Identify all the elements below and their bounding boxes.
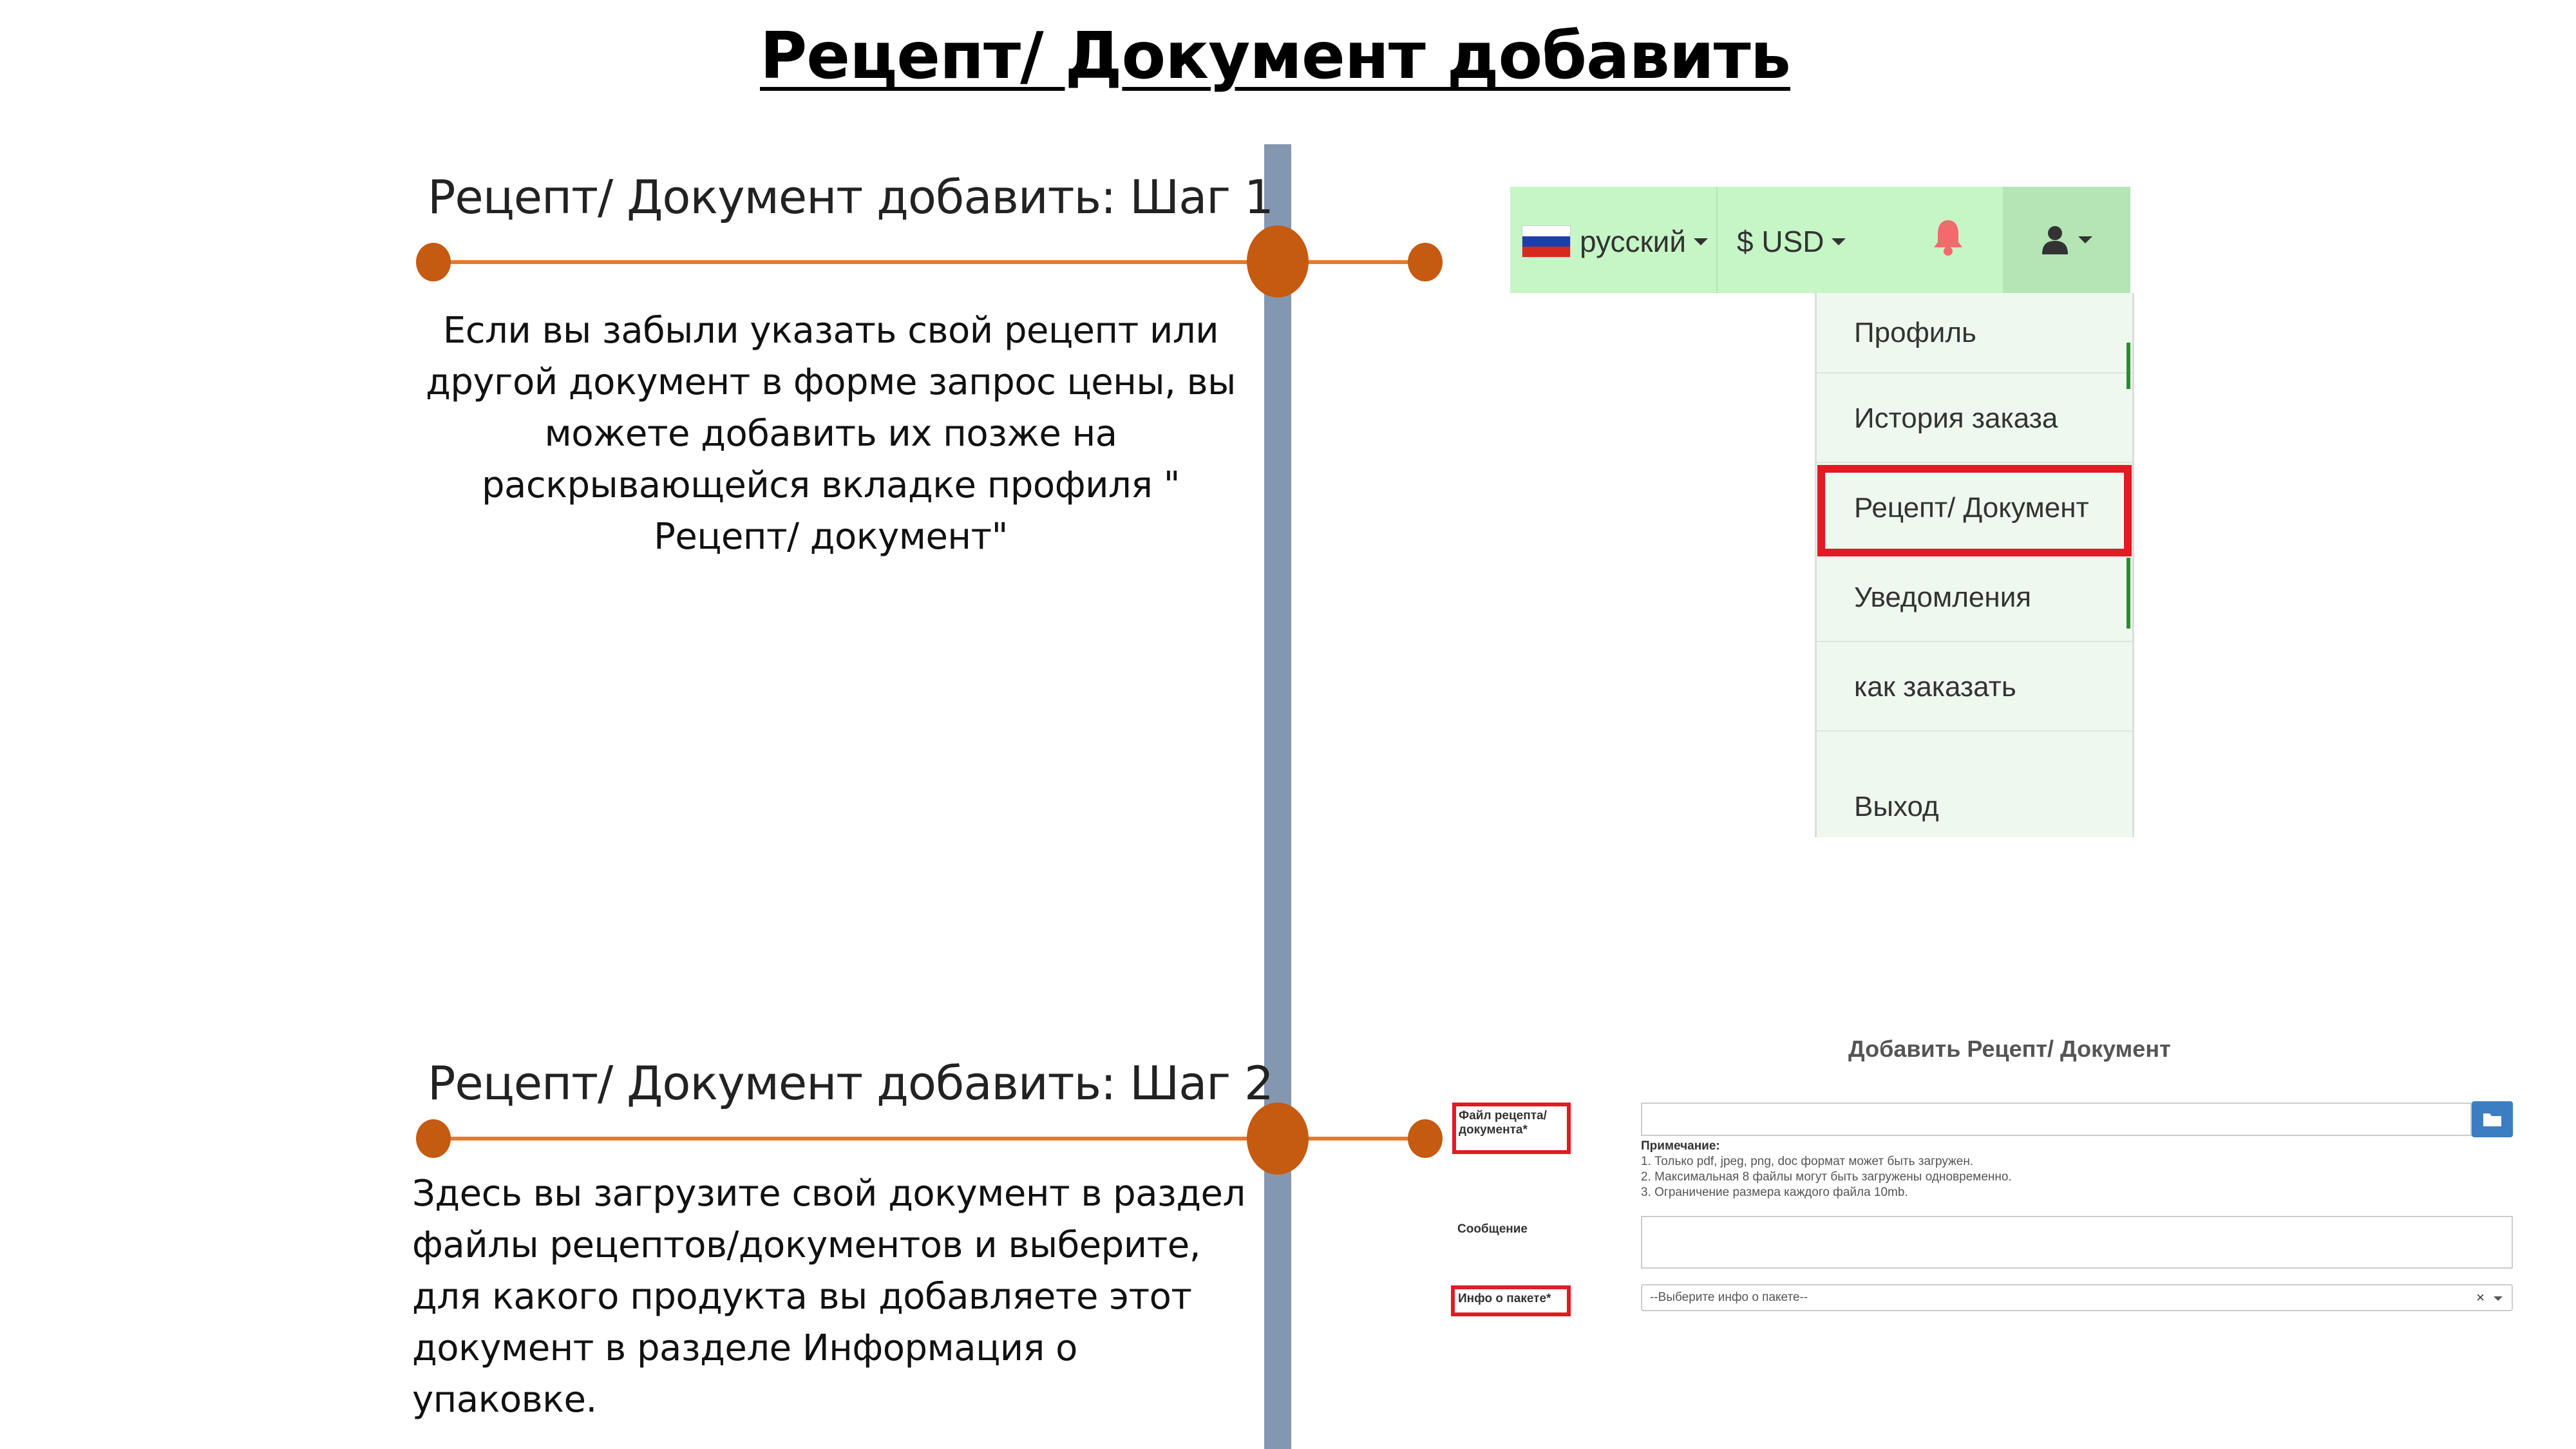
russia-flag-icon: [1522, 225, 1571, 258]
slide-title: Рецепт/ Документ добавить: [760, 18, 1790, 93]
note-line: 1. Только pdf, jpeg, png, doc формат может быть загружен.: [1641, 1155, 1974, 1168]
chevron-down-icon: [1694, 238, 1708, 245]
step2-description: Здесь вы загрузите свой документ в раздел файлы рецептов/документов и выберите, для какого продукта вы добавляете этот документ в разделе Информация о упаковке.: [412, 1173, 1245, 1421]
user-menu-button[interactable]: [2003, 187, 2130, 293]
dropdown-item-logout[interactable]: Выход: [1854, 791, 1939, 822]
package-info-label: Инфо о пакете*: [1458, 1292, 1551, 1305]
navbar: [1510, 187, 2130, 293]
form-title: Добавить Рецепт/ Документ: [1848, 1036, 2171, 1062]
step1-connector-left: [433, 260, 1283, 264]
chevron-down-icon: [1832, 238, 1846, 245]
dropdown-item-prescription-document[interactable]: Рецепт/ Документ: [1817, 464, 2132, 553]
folder-icon: [2483, 1112, 2502, 1127]
message-label: Сообщение: [1457, 1222, 1528, 1236]
message-textarea[interactable]: [1641, 1216, 2513, 1269]
bell-icon[interactable]: [1932, 218, 1964, 256]
file-upload-input[interactable]: [1641, 1103, 2472, 1136]
scrollbar-accent: [2126, 343, 2130, 389]
step2-left-dot: [416, 1119, 451, 1158]
timeline-vertical-line: [1264, 144, 1291, 1449]
navbar-divider: [1716, 187, 1718, 293]
language-label: русский: [1580, 225, 1687, 258]
language-selector[interactable]: [1522, 225, 1708, 258]
browse-files-button[interactable]: [2472, 1101, 2513, 1137]
dropdown-item-how-to-order[interactable]: как заказать: [1817, 643, 2132, 732]
package-info-select[interactable]: [1641, 1284, 2513, 1311]
dropdown-item-profile[interactable]: Профиль: [1817, 293, 2132, 374]
profile-dropdown-menu: [1815, 293, 2134, 837]
file-field-label: Файл рецепта/ документа*: [1459, 1109, 1547, 1137]
step2-center-dot: [1247, 1103, 1309, 1175]
upload-notes: [1641, 1139, 2012, 1200]
note-heading: Примечание:: [1641, 1139, 1720, 1153]
chevron-down-icon: [2494, 1296, 2503, 1301]
currency-selector[interactable]: [1737, 224, 1846, 259]
user-icon: [2041, 225, 2069, 256]
step2-title: Рецепт/ Документ добавить: Шаг 2: [428, 1056, 1273, 1110]
package-select-placeholder: --Выберите инфо о пакете--: [1650, 1291, 1808, 1304]
step1-left-dot: [416, 243, 451, 281]
step2-connector-left: [433, 1137, 1283, 1141]
currency-label: $ USD: [1737, 225, 1824, 258]
dropdown-item-notifications[interactable]: Уведомления: [1817, 554, 2132, 642]
note-line: 2. Максимальная 8 файлы могут быть загружены одновременно.: [1641, 1170, 2012, 1184]
highlight-box: [1817, 465, 2132, 556]
step1-center-dot: [1247, 225, 1309, 298]
scrollbar-accent: [2126, 558, 2130, 629]
chevron-down-icon: [2078, 236, 2092, 243]
step2-right-dot: [1408, 1119, 1443, 1158]
step1-description: Если вы забыли указать свой рецепт или другой документ в форме запрос цены, вы можете добавить их позже на раскрывающейся вкладке профиля " Рецепт/ документ": [426, 310, 1236, 558]
note-line: 3. Ограничение размера каждого файла 10mb.: [1641, 1186, 1908, 1199]
step1-title: Рецепт/ Документ добавить: Шаг 1: [428, 170, 1273, 224]
step1-right-dot: [1408, 243, 1443, 281]
dropdown-item-order-history[interactable]: История заказа: [1817, 375, 2132, 463]
clear-icon[interactable]: ×: [2476, 1289, 2485, 1305]
